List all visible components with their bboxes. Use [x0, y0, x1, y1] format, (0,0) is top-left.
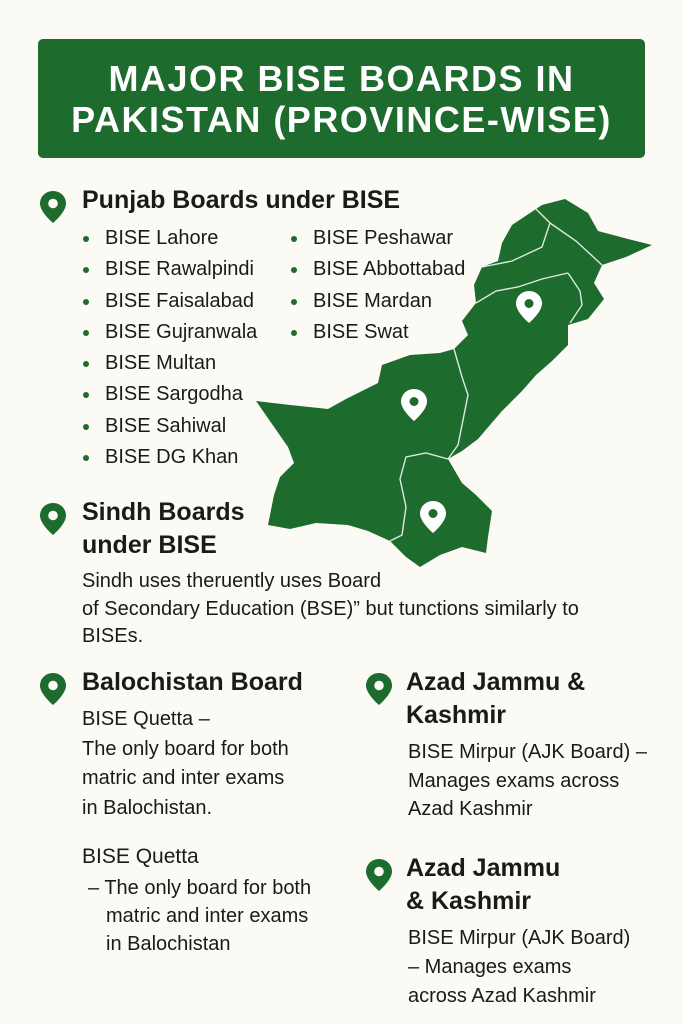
ajk-heading — [406, 666, 585, 732]
balochistan-repeat-line-3: in Balochistan — [106, 933, 231, 955]
ajk-description-repeat — [408, 924, 630, 1011]
ajk-heading-line-2: Kashmir — [406, 701, 507, 729]
title-line-1: MAJOR BISE BOARDS IN — [108, 57, 575, 99]
punjab-boards-list — [80, 223, 257, 473]
map-pin-icon — [418, 500, 448, 534]
ajk-description — [408, 738, 647, 824]
map-pin-icon — [38, 502, 68, 536]
sindh-note-line-3: BISEs. — [82, 625, 144, 647]
ajk-heading-line-1: Azad Jammu & — [406, 668, 586, 696]
balochistan-repeat-line-2: matric and inter exams — [106, 905, 309, 927]
sindh-heading-line-2: under BISE — [82, 531, 217, 559]
ajk-desc-line-2: Manages exams across — [408, 769, 620, 792]
list-item: BISE Sargodha — [80, 379, 257, 410]
sindh-note-line-2: of Secondary Education (BSE)” but tunctions similarly to — [82, 597, 579, 620]
map-pin-icon — [514, 290, 544, 324]
ajk-repeat-desc-line-1: BISE Mirpur (AJK Board) — [408, 927, 631, 949]
ajk-repeat-desc-line-2: – Manages exams — [408, 956, 572, 978]
balochistan-heading: Balochistan Board — [82, 668, 303, 696]
balochistan-repeat-description — [88, 874, 311, 958]
list-item: BISE Gujranwala — [80, 317, 257, 348]
ajk-repeat-desc-line-3: across Azad Kashmir — [408, 985, 596, 1007]
title-line-2: PAKISTAN (PROVINCE-WISE) — [71, 98, 612, 140]
kpk-boards-list — [288, 223, 465, 348]
ajk-desc-line-1: BISE Mirpur (AJK Board) – — [408, 741, 647, 763]
balochistan-description — [82, 705, 289, 823]
list-item: BISE DG Khan — [80, 442, 257, 473]
ajk-repeat-heading-line-2: & Kashmir — [406, 887, 532, 915]
list-item: BISE Swat — [288, 317, 465, 348]
list-item: BISE Mardan — [288, 286, 465, 317]
map-pin-icon — [364, 672, 394, 706]
sindh-heading — [82, 496, 245, 562]
list-item: BISE Sahiwal — [80, 411, 257, 442]
balochistan-desc-line-4: in Balochistan. — [82, 796, 213, 819]
ajk-desc-line-3: Azad Kashmir — [408, 798, 533, 820]
list-item: BISE Abbottabad — [288, 254, 465, 285]
balochistan-desc-line-3: matric and inter exams — [82, 767, 285, 789]
sindh-note — [82, 568, 579, 651]
title-banner — [38, 39, 645, 158]
list-item: BISE Peshawar — [288, 223, 465, 254]
punjab-heading: Punjab Boards under BISE — [82, 186, 401, 214]
sindh-note-line-1: Sindh uses theruently uses Board — [82, 570, 382, 592]
map-pin-icon — [364, 858, 394, 892]
list-item: BISE Multan — [80, 348, 257, 379]
balochistan-repeat-line-1: – The only board for both — [88, 877, 312, 899]
sindh-heading-line-1: Sindh Boards — [82, 498, 245, 526]
list-item: BISE Rawalpindi — [80, 254, 257, 285]
balochistan-desc-line-2: The only board for both — [82, 737, 289, 760]
ajk-heading-repeat — [406, 852, 560, 918]
balochistan-repeat-title: BISE Quetta — [82, 845, 199, 868]
balochistan-desc-line-1: BISE Quetta – — [82, 708, 210, 730]
map-pin-icon — [399, 388, 429, 422]
map-pin-icon — [38, 190, 68, 224]
list-item: BISE Lahore — [80, 223, 257, 254]
ajk-repeat-heading-line-1: Azad Jammu — [406, 854, 561, 882]
list-item: BISE Faisalabad — [80, 286, 257, 317]
map-pin-icon — [38, 672, 68, 706]
